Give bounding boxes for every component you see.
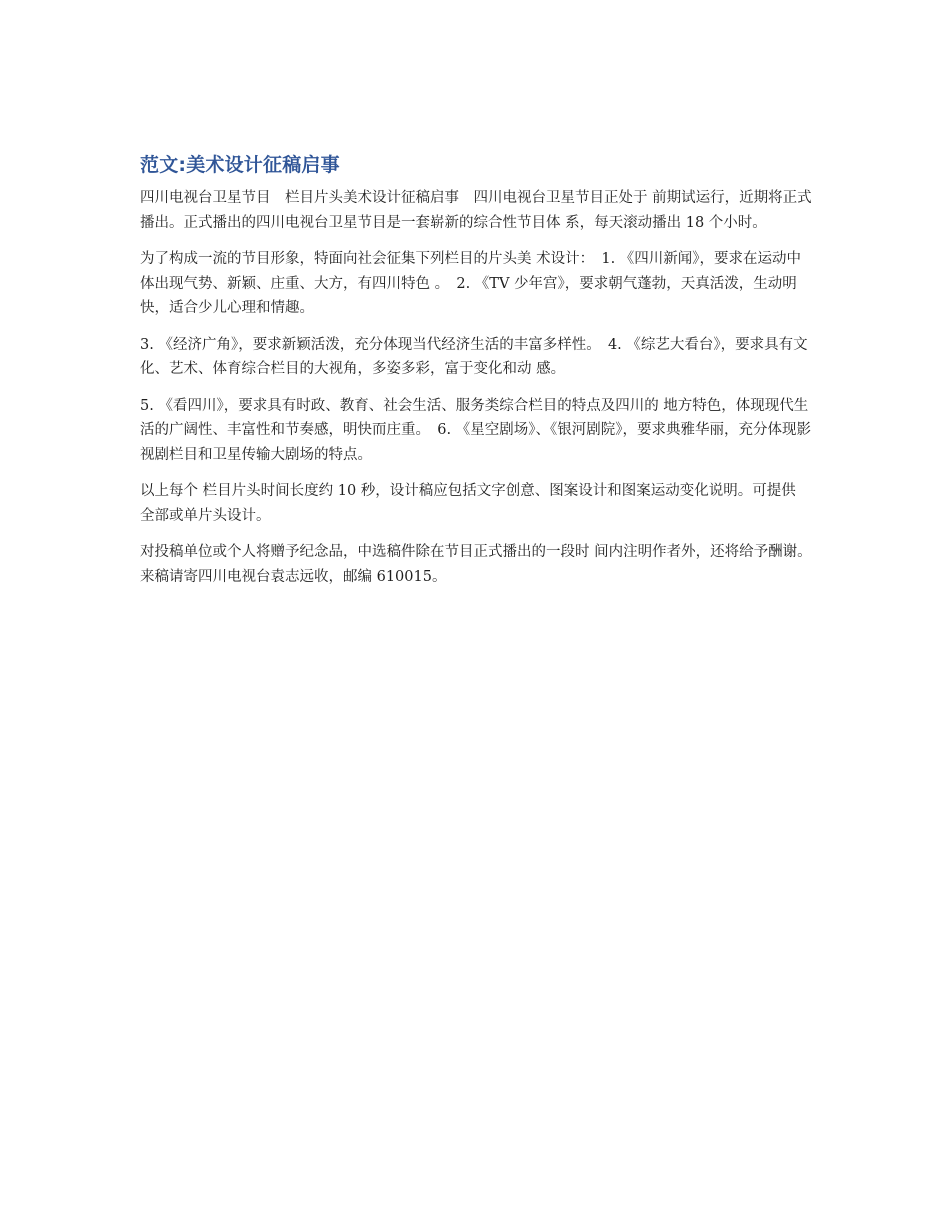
paragraph-requirements: 以上每个 栏目片头时间长度约 10 秒，设计稿应包括文字创意、图案设计和图案运动变化说明。可提供 全部或单片头设计。 xyxy=(140,483,796,524)
document-body xyxy=(140,150,812,601)
paragraph-columns-1-2: 为了构成一流的节目形象，特面向社会征集下列栏目的片头美 术设计： 1. 《四川新闻》，要求在运动中体出现气势、新颖、庄重、大方，有四川特色 。 2. 《TV 少年宫》，要求朝气蓬勃，天真活泼，生动明快，适合少儿心理和情趣。 xyxy=(140,251,802,316)
document-title: 范文:美术设计征稿启事 xyxy=(140,154,340,176)
paragraph-intro: 四川电视台卫星节目 栏目片头美术设计征稿启事 四川电视台卫星节目正处于 前期试运行，近期将正式播出。正式播出的四川电视台卫星节目是一套崭新的综合性节目体 系，每天滚动播出 18 个小时。 xyxy=(140,190,812,231)
paragraph-columns-5-6: 5. 《看四川》，要求具有时政、教育、社会生活、服务类综合栏目的特点及四川的 地方特色，体现现代生活的广阔性、丰富性和节奏感，明快而庄重。 6. 《星空剧场》、《银河剧院》，要求典雅华丽，充分体现影视剧栏目和卫星传输大剧场的特点。 xyxy=(140,397,811,463)
paragraph-columns-3-4: 3. 《经济广角》，要求新颖活泼，充分体现当代经济生活的丰富多样性。 4. 《综艺大看台》，要求具有文化、艺术、体育综合栏目的大视角，多姿多彩，富于变化和动 感。 xyxy=(140,336,808,377)
paragraph-rewards-contact: 对投稿单位或个人将赠予纪念品，中选稿件除在节目正式播出的一段时 间内注明作者外，还将给予酬谢。来稿请寄四川电视台袁志远收，邮编 610015。 xyxy=(140,544,812,585)
